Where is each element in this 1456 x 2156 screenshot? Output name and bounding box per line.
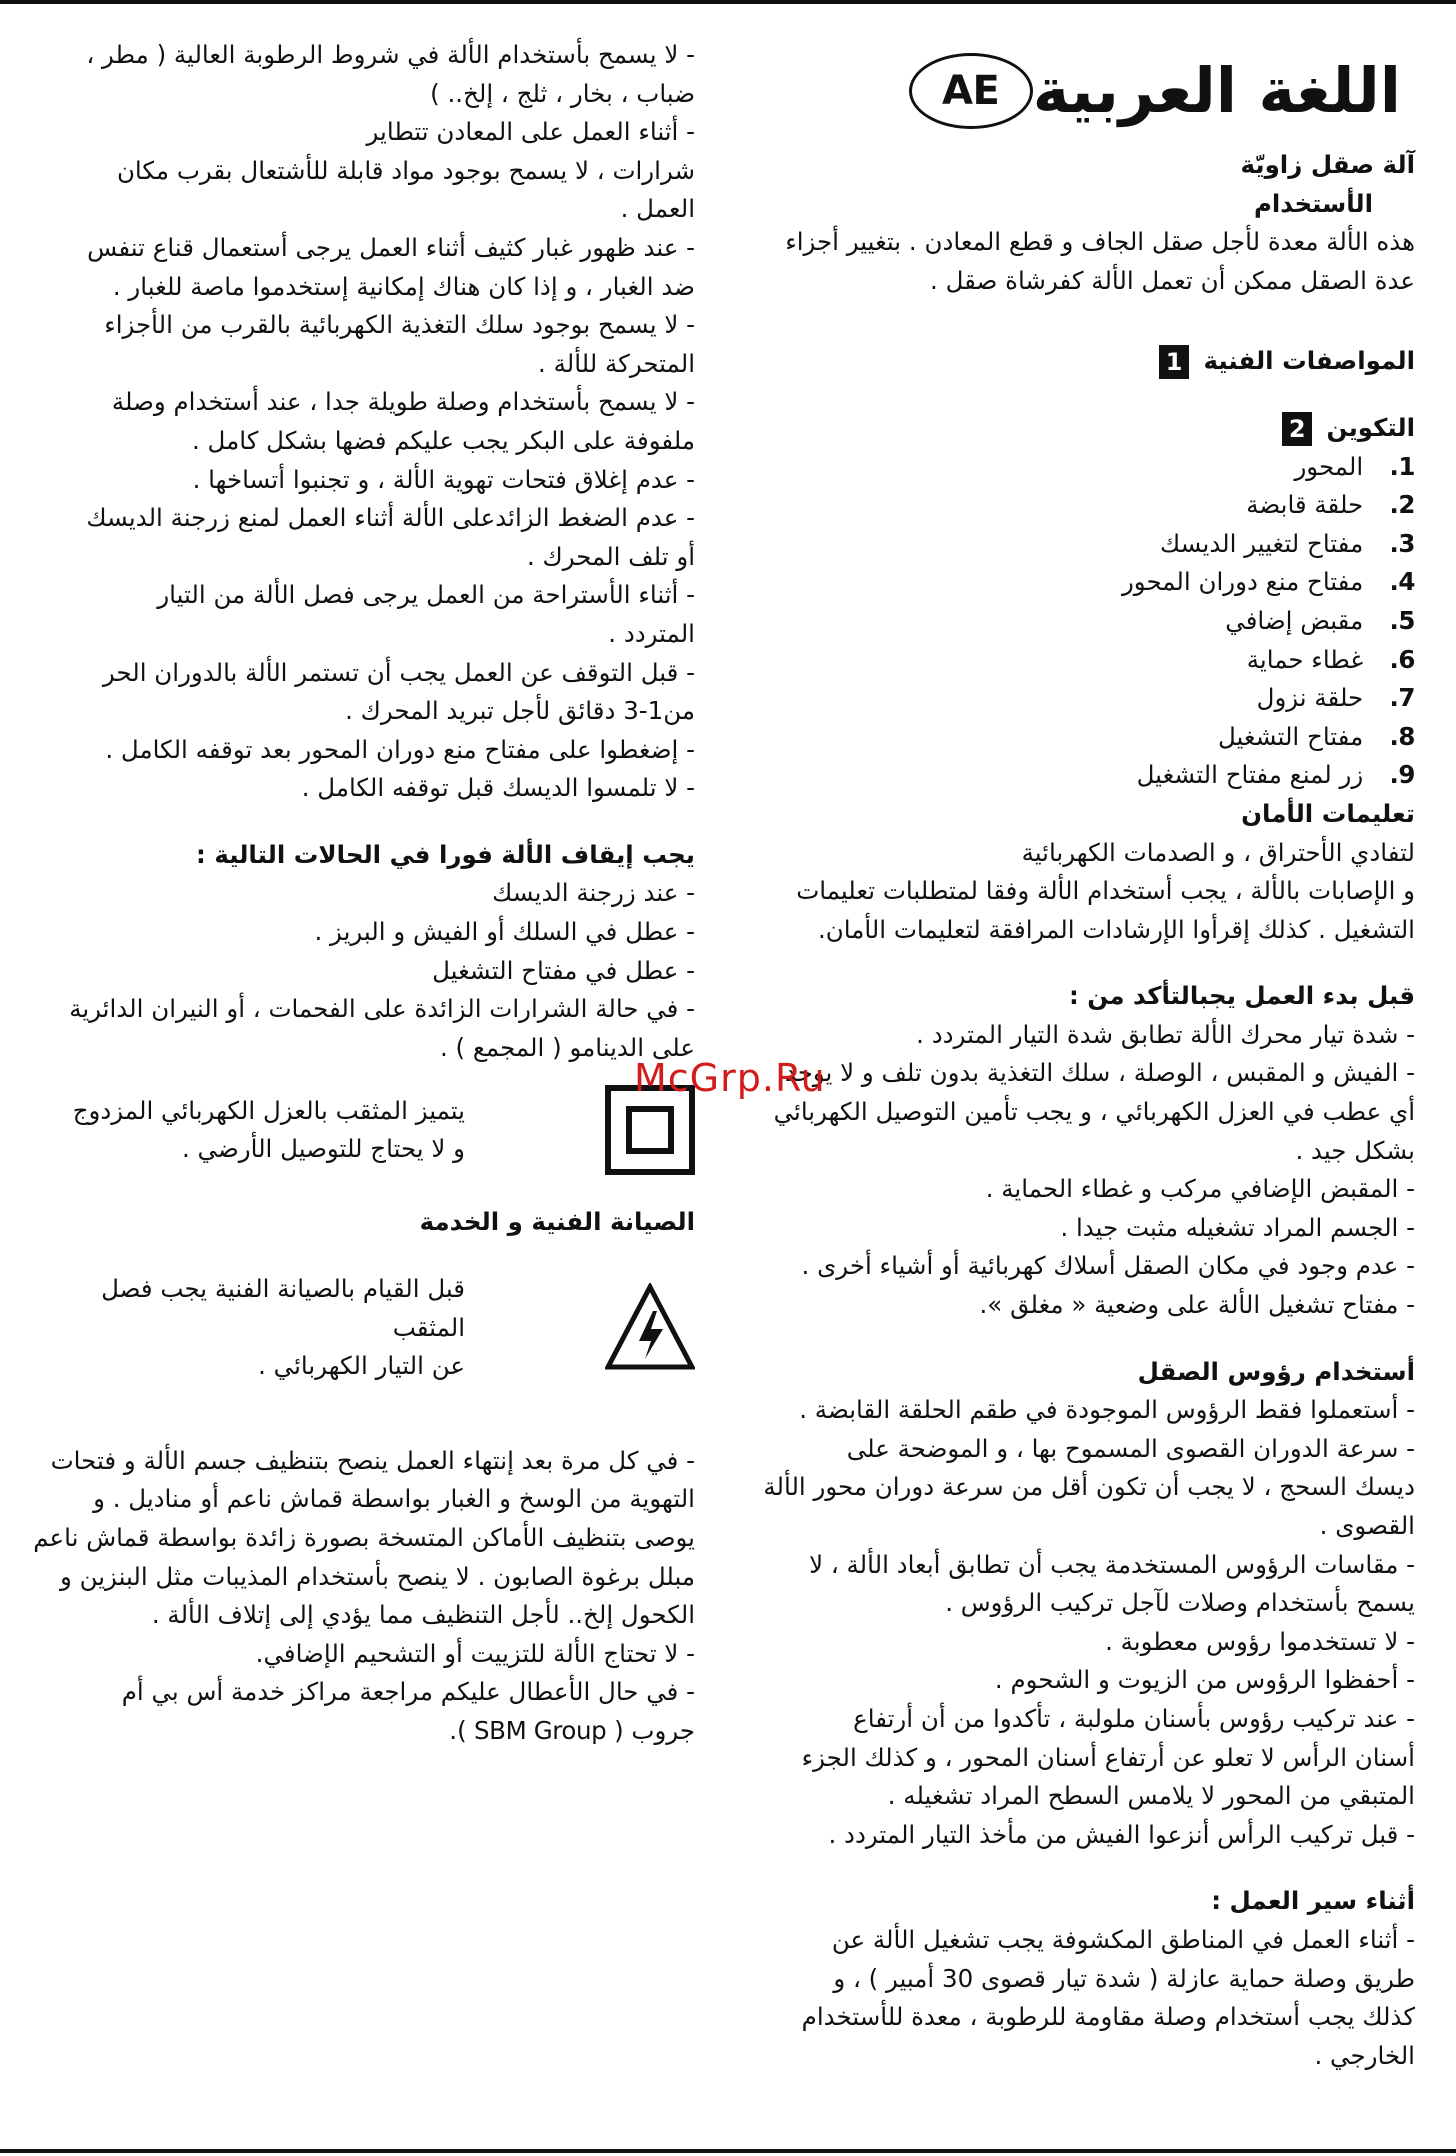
part-item [750, 679, 1415, 718]
heads-line: - سرعة الدوران القصوى المسموح بها ، و الموضحة على [846, 1433, 1415, 1463]
right-column [750, 36, 1415, 2075]
maintenance-line: يوصى بتنظيف الأماكن المتسخة بصورة زائدة بواسطة قماش ناعم [33, 1523, 695, 1552]
part-item [750, 486, 1415, 525]
language-header [750, 36, 1415, 146]
part-number: .6 [1389, 644, 1415, 674]
insulation-line: و لا يحتاج للتوصيل الأرضي . [181, 1134, 465, 1164]
rule-line: المتردد . [608, 618, 695, 648]
part-label: مفتاح التشغيل [1217, 721, 1364, 751]
maintenance-heading: الصيانة الفنية و الخدمة [419, 1207, 695, 1237]
part-item [750, 718, 1415, 757]
stop-heading: يجب إيقاف الألة فورا في الحالات التالية : [196, 839, 695, 869]
heads-line: - أحفظوا الرؤوس من الزيوت و الشحوم . [994, 1665, 1415, 1695]
maintenance-line: التهوية من الوسخ و الغبار بواسطة قماش ناعم أو مناديل . و [93, 1484, 695, 1514]
before-work-line: - الفيش و المقبس ، الوصلة ، سلك التغذية بدون تلف و لا يوجد [784, 1058, 1415, 1088]
figure-1-badge: 1 [1159, 345, 1189, 379]
heads-line: - عند تركيب رؤوس بأسنان ملولبة ، تأكدوا من أن أرتفاع [853, 1703, 1415, 1733]
figure-2-badge: 2 [1282, 412, 1312, 446]
language-badge: AE [909, 53, 1033, 129]
part-label: مقبض إضافي [1225, 605, 1364, 635]
maintenance-line: جروب ( SBM Group ). [449, 1715, 695, 1745]
bottom-rule [0, 2149, 1456, 2153]
before-work-line: - عدم وجود في مكان الصقل أسلاك كهربائية أو أشياء أخرى . [801, 1251, 1415, 1281]
rule-line: - عدم الضغط الزائدعلى الألة أثناء العمل لمنع زرجنة الديسك [86, 503, 695, 533]
heads-line: المتبقي من المحور لا يلامس السطح المراد تشغيله . [887, 1781, 1415, 1811]
maintenance-line: - في حال الأعطال عليكم مراجعة مراكز خدمة أس بي أم [121, 1677, 695, 1707]
heads-line: القصوى . [1319, 1511, 1415, 1540]
maintenance-line: الكحول إلخ.. لأجل التنظيف مما يؤدي إلى إتلاف الألة . [151, 1600, 695, 1630]
before-work-line: - الجسم المراد تشغيله مثبت جيدا . [1060, 1212, 1415, 1242]
voltage-warning-note [30, 1270, 695, 1386]
heads-heading: أستخدام رؤوس الصقل [1137, 1356, 1415, 1386]
rule-line: المتحركة للألة . [538, 348, 695, 378]
rule-line: - لا يسمح بوجود سلك التغذية الكهربائية بالقرب من الأجزاء [104, 310, 695, 340]
part-number: .8 [1389, 721, 1415, 751]
watermark: McGrp.Ru [634, 1056, 826, 1100]
heads-line: - أستعملوا فقط الرؤوس الموجودة في طقم الحلقة القابضة . [799, 1395, 1415, 1425]
part-number: .4 [1389, 567, 1415, 597]
part-item [750, 602, 1415, 641]
high-voltage-warning-icon [605, 1283, 695, 1373]
language-title: اللغة العربية [1032, 54, 1401, 127]
rule-line: - أثناء الأستراحة من العمل يرجى فصل الألة من التيار [157, 580, 695, 610]
during-work-heading: أثناء سير العمل : [1211, 1886, 1415, 1916]
stop-line: - عطل في السلك أو الفيش و البريز . [314, 917, 695, 947]
during-work-line: كذلك يجب أستخدام وصلة مقاومة للرطوبة ، معدة للأستخدام [801, 2002, 1415, 2032]
specs-heading [750, 342, 1415, 381]
maintenance-line: - لا تحتاج الألة للتزييت أو التشحيم الإضافي. [255, 1638, 695, 1668]
before-work-heading: قبل بدء العمل يجبالتأكد من : [1068, 981, 1415, 1011]
part-item [750, 563, 1415, 602]
part-label: مفتاح منع دوران المحور [1121, 567, 1364, 597]
warning-line: عن التيار الكهربائي . [258, 1351, 465, 1381]
rule-line: شرارات ، لا يسمح بوجود مواد قابلة للأشتعال بقرب مكان [116, 155, 695, 185]
stop-line: - عطل في مفتاح التشغيل [432, 955, 695, 985]
warning-line: قبل القيام بالصيانة الفنية يجب فصل المثقب [101, 1274, 465, 1342]
rule-line: ضباب ، بخار ، ثلج ، إلخ.. ) [430, 78, 695, 108]
heads-line: ديسك السحج ، لا يجب أن تكون أقل من سرعة دوران محور الألة [763, 1472, 1415, 1502]
part-number: .2 [1389, 490, 1415, 520]
rule-line: - أثناء العمل على المعادن تتطاير [366, 117, 695, 147]
rule-line: - لا يسمح بأستخدام الألة في شروط الرطوبة العالية ( مطر ، [86, 40, 695, 69]
insulation-line: يتميز المثقب بالعزل الكهربائي المزدوج [72, 1095, 465, 1125]
part-number: .9 [1389, 760, 1415, 790]
rule-line: - قبل التوقف عن العمل يجب أن تستمر الألة بالدوران الحر [102, 657, 695, 687]
safety-line: التشغيل . كذلك إقرأوا الإرشادات المرافقة لتعليمات الأمان. [817, 914, 1415, 944]
part-label: مفتاح لتغيير الديسك [1160, 528, 1364, 558]
rule-line: من1-3 دقائق لأجل تبريد المحرك . [345, 696, 695, 726]
part-number: .1 [1389, 451, 1415, 481]
rule-line: - عند ظهور غبار كثيف أثناء العمل يرجى أستعمال قناع تنفس [87, 232, 695, 262]
maintenance-line: مبلل برغوة الصابون . لا ينصح بأستخدام المذيبات مثل البنزين و [59, 1561, 695, 1591]
usage-line: هذه الألة معدة لأجل صقل الجاف و قطع المعادن . بتغيير أجزاء [785, 227, 1415, 257]
maintenance-line: - في كل مرة بعد إنتهاء العمل ينصح بتنظيف جسم الألة و فتحات [50, 1445, 695, 1475]
safety-line: لتفادي الأحتراق ، و الصدمات الكهربائية [1021, 837, 1415, 867]
part-label: زر لمنع مفتاح التشغيل [1136, 760, 1364, 790]
rule-line: - إضغطوا على مفتاح منع دوران المحور بعد توقفه الكامل . [105, 734, 695, 764]
rule-line: ضد الغبار ، و إذا كان هناك إمكانية إستخدموا ماصة للغبار . [112, 271, 695, 301]
parts-list [750, 448, 1415, 795]
config-heading-text: التكوين [1326, 412, 1415, 442]
usage-heading: الأستخدام [1253, 188, 1373, 218]
left-column [30, 36, 695, 1751]
during-work-line: - أثناء العمل في المناطق المكشوفة يجب تشغيل الألة عن [831, 1924, 1415, 1954]
before-work-line: - مفتاح تشغيل الألة على وضعية « مغلق ». [979, 1290, 1415, 1320]
rule-line: - لا يسمح بأستخدام وصلة طويلة جدا ، عند أستخدام وصلة [111, 387, 695, 417]
before-work-line: بشكل جيد . [1295, 1135, 1415, 1165]
part-number: .7 [1389, 683, 1415, 713]
heads-line: يسمح بأستخدام وصلات لآجل تركيب الرؤوس . [945, 1588, 1415, 1618]
heads-line: أسنان الرأس لا تعلو عن أرتفاع أسنان المحور ، و كذلك الجزء [801, 1742, 1415, 1772]
part-label: المحور [1294, 451, 1364, 481]
stop-line: على الدينامو ( المجمع ) . [439, 1032, 695, 1062]
rule-line: - عدم إغلاق فتحات تهوية الألة ، و تجنبوا أتساخها . [192, 464, 695, 494]
rule-line: - لا تلمسوا الديسك قبل توقفه الكامل . [301, 773, 695, 803]
top-rule [0, 0, 1456, 4]
rule-line: ملفوفة على البكر يجب عليكم فضها بشكل كامل . [191, 425, 695, 455]
part-label: غطاء حماية [1246, 644, 1364, 674]
rule-line: العمل . [620, 194, 695, 224]
safety-line: و الإصابات بالألة ، يجب أستخدام الألة وفقا لمتطلبات تعليمات [796, 876, 1415, 906]
stop-line: - عند زرجنة الديسك [492, 878, 695, 908]
specs-heading-text: المواصفات الفنية [1203, 346, 1415, 376]
part-item [750, 641, 1415, 680]
before-work-line: - شدة تيار محرك الألة تطابق شدة التيار المتردد . [916, 1019, 1415, 1049]
heads-line: - لا تستخدموا رؤوس معطوبة . [1105, 1626, 1415, 1656]
during-work-line: الخارجي . [1314, 2040, 1415, 2070]
part-item [750, 525, 1415, 564]
part-item [750, 448, 1415, 487]
part-label: حلقة قابضة [1246, 490, 1364, 520]
part-number: .3 [1389, 528, 1415, 558]
usage-line: عدة الصقل ممكن أن تعمل الألة كفرشاة صقل . [930, 265, 1415, 295]
heads-line: - قبل تركيب الرأس أنزعوا الفيش من مأخذ التيار المتردد . [828, 1819, 1415, 1849]
heads-line: - مقاسات الرؤوس المستخدمة يجب أن تطابق أبعاد الألة ، لا [809, 1549, 1415, 1579]
part-number: .5 [1389, 605, 1415, 635]
before-work-line: أي عطب في العزل الكهربائي ، و يجب تأمين التوصيل الكهربائي [773, 1097, 1415, 1127]
before-work-line: - المقبض الإضافي مركب و غطاء الحماية . [985, 1174, 1415, 1204]
part-label: حلقة نزول [1256, 683, 1364, 713]
product-name: آلة صقل زاويّة [1240, 150, 1415, 179]
during-work-line: طريق وصلة حماية عازلة ( شدة تيار قصوى 30 أمبير ) ، و [833, 1963, 1415, 1993]
double-insulation-note [30, 1085, 695, 1175]
stop-line: - في حالة الشرارات الزائدة على الفحمات ، أو النيران الدائرية [69, 994, 695, 1024]
part-item [750, 756, 1415, 795]
safety-heading: تعليمات الأمان [1241, 798, 1415, 828]
config-heading [750, 409, 1415, 448]
rule-line: أو تلف المحرك . [526, 541, 695, 571]
